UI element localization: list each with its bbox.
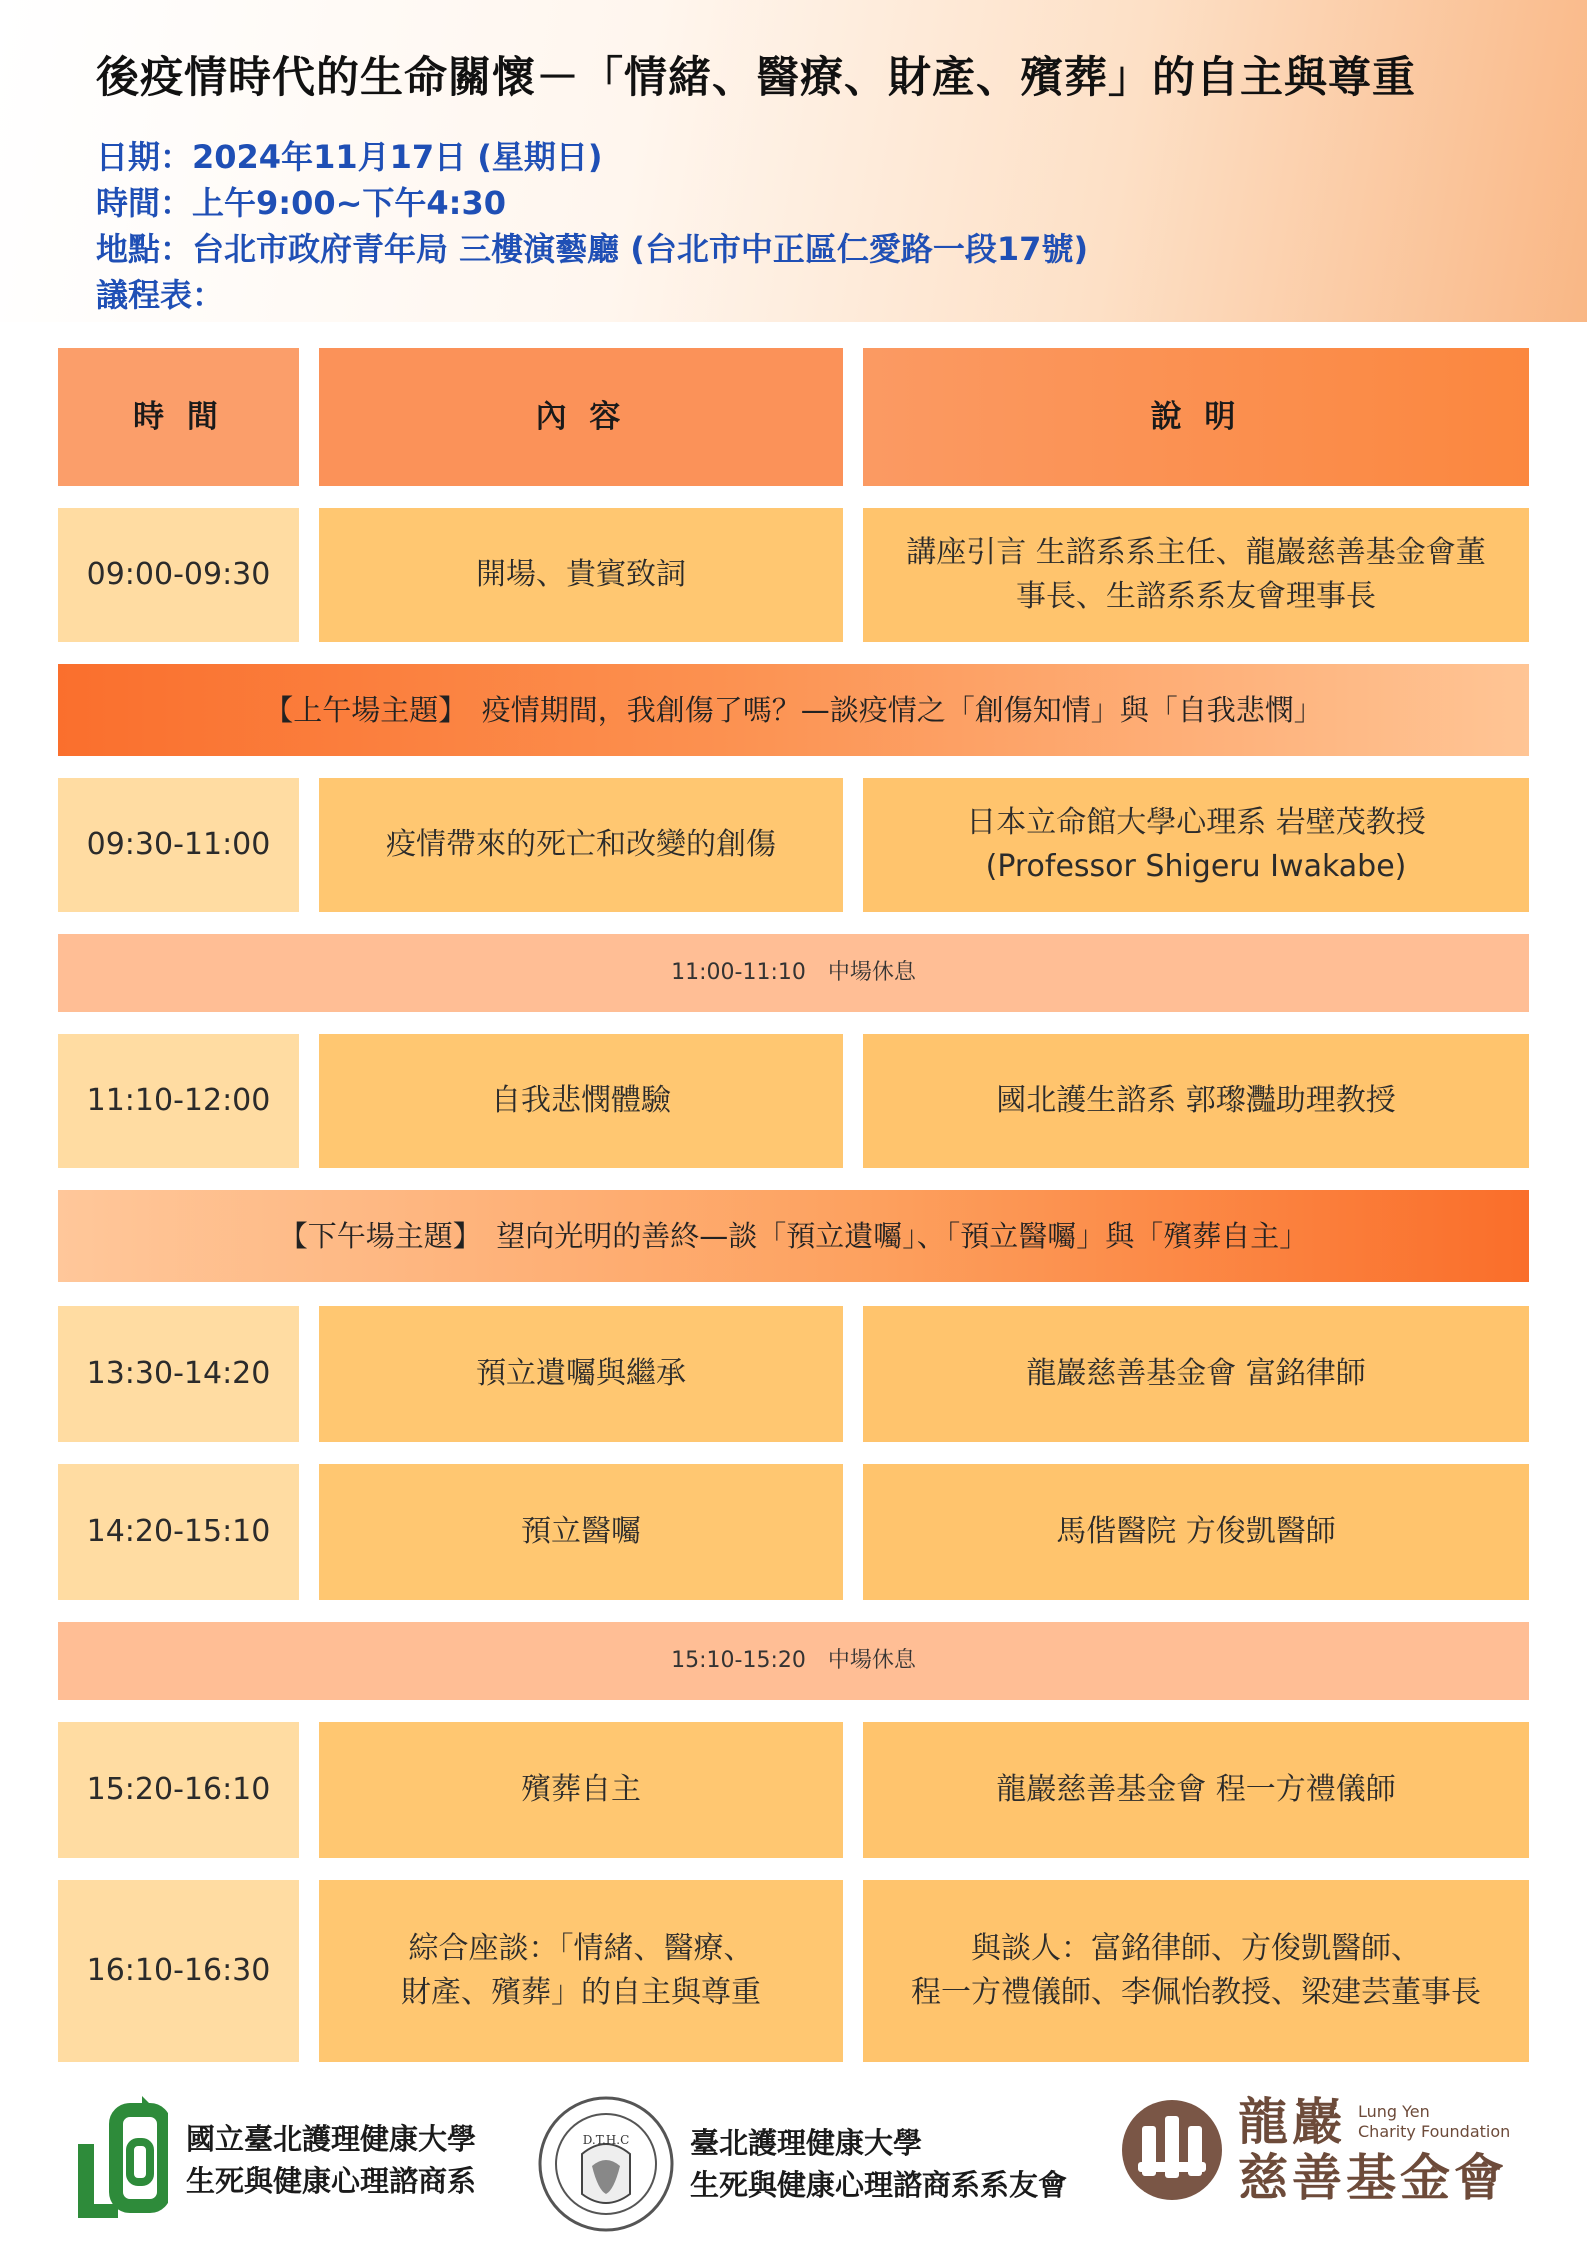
afternoon-theme-banner: 【下午場主題】 望向光明的善終—談「預立遺囑」、「預立醫囑」與「殯葬自主」: [58, 1190, 1529, 1282]
alumni-name-line1: 臺北護理健康大學: [690, 2126, 923, 2160]
row-description-line: 日本立命館大學心理系 岩壁茂教授: [966, 805, 1426, 840]
row-description: [863, 778, 1529, 912]
row-content-text: 開場、貴賓致詞: [476, 557, 686, 592]
row-content-text: 財產、殯葬」的自主與尊重: [401, 1975, 761, 2010]
row-description: [863, 1722, 1529, 1858]
row-description: [863, 1464, 1529, 1600]
row-description-line: (Professor Shigeru Iwakabe): [985, 849, 1407, 884]
row-time: 11:10-12:00: [58, 1034, 299, 1168]
row-time: 15:20-16:10: [58, 1722, 299, 1858]
lungyen-name-cn2: 慈善基金會: [1238, 2149, 1508, 2207]
row-content: [319, 1464, 843, 1600]
row-content: [319, 1880, 843, 2062]
event-venue: 地點：台北市政府青年局 三樓演藝廳 (台北市中正區仁愛路一段17號): [96, 230, 1089, 268]
lungyen-name-en1: Lung Yen: [1358, 2102, 1430, 2121]
row-description-line: 國北護生諮系 郭瓈灩助理教授: [996, 1083, 1396, 1118]
row-content: [319, 778, 843, 912]
header-banner: [0, 0, 1587, 322]
event-time: 時間：上午9:00~下午4:30: [96, 184, 507, 222]
row-time: 13:30-14:20: [58, 1306, 299, 1442]
row-description-line: 馬偕醫院 方俊凱醫師: [1056, 1514, 1336, 1549]
row-content-text: 殯葬自主: [521, 1772, 641, 1807]
row-description: [863, 1306, 1529, 1442]
row-content-text: 疫情帶來的死亡和改變的創傷: [386, 827, 776, 862]
lungyen-logo-icon: [1118, 2096, 1226, 2204]
row-description: [863, 1034, 1529, 1168]
row-description-line: 事長、生諮系系友會理事長: [1016, 579, 1376, 614]
row-content-text: 綜合座談：「情緒、醫療、: [408, 1931, 754, 1966]
break-row: 11:00-11:10 中場休息: [58, 934, 1529, 1012]
agenda-label: 議程表：: [96, 276, 225, 314]
row-description-line: 與談人：富銘律師、方俊凱醫師、: [971, 1931, 1421, 1966]
row-time: 09:00-09:30: [58, 508, 299, 642]
lungyen-name-en2: Charity Foundation: [1358, 2122, 1511, 2141]
row-content: [319, 508, 843, 642]
ntunhs-name: [186, 2118, 476, 2202]
ntunhs-logo-block: [72, 2094, 476, 2226]
row-content: [319, 1722, 843, 1858]
morning-theme-banner: 【上午場主題】 疫情期間，我創傷了嗎？—談疫情之「創傷知情」與「自我悲憫」: [58, 664, 1529, 756]
row-content-text: 預立醫囑: [521, 1514, 641, 1549]
ntunhs-name-line2: 生死與健康心理諮商系: [186, 2164, 477, 2198]
alumni-logo-block: [536, 2094, 1067, 2234]
row-time: 16:10-16:30: [58, 1880, 299, 2062]
ntunhs-logo-icon: [72, 2094, 168, 2226]
row-content-text: 預立遺囑與繼承: [476, 1356, 686, 1391]
row-content-text: 自我悲憫體驗: [491, 1083, 671, 1118]
row-time: 14:20-15:10: [58, 1464, 299, 1600]
row-description: [863, 508, 1529, 642]
column-header-content: 內 容: [319, 348, 843, 486]
row-content: [319, 1034, 843, 1168]
break-row: 15:10-15:20 中場休息: [58, 1622, 1529, 1700]
row-time: 09:30-11:00: [58, 778, 299, 912]
lungyen-name: [1238, 2094, 1510, 2206]
row-description: [863, 1880, 1529, 2062]
ntunhs-name-line1: 國立臺北護理健康大學: [186, 2122, 477, 2156]
lungyen-logo-block: [1118, 2094, 1510, 2206]
lungyen-name-cn1: 龍巖: [1238, 2093, 1346, 2151]
event-date: 日期：2024年11月17日 (星期日): [96, 138, 603, 176]
alumni-name-line2: 生死與健康心理諮商系系友會: [690, 2168, 1068, 2202]
row-description-line: 程一方禮儀師、李佩怡教授、梁建芸董事長: [911, 1975, 1481, 2010]
alumni-name: [690, 2122, 1067, 2206]
row-description-line: 龍巖慈善基金會 富銘律師: [1026, 1356, 1366, 1391]
column-header-time: 時 間: [58, 348, 299, 486]
row-description-line: 龍巖慈善基金會 程一方禮儀師: [996, 1772, 1396, 1807]
alumni-emblem-text: D.T.H.C: [582, 2133, 630, 2147]
page-title: 後疫情時代的生命關懷－「情緒、醫療、財產、殯葬」的自主與尊重: [96, 53, 1416, 103]
column-header-description: 說 明: [863, 348, 1529, 486]
row-content: [319, 1306, 843, 1442]
alumni-club-emblem-icon: [536, 2094, 676, 2234]
row-description-line: 講座引言 生諮系系主任、龍巖慈善基金會董: [906, 535, 1486, 570]
